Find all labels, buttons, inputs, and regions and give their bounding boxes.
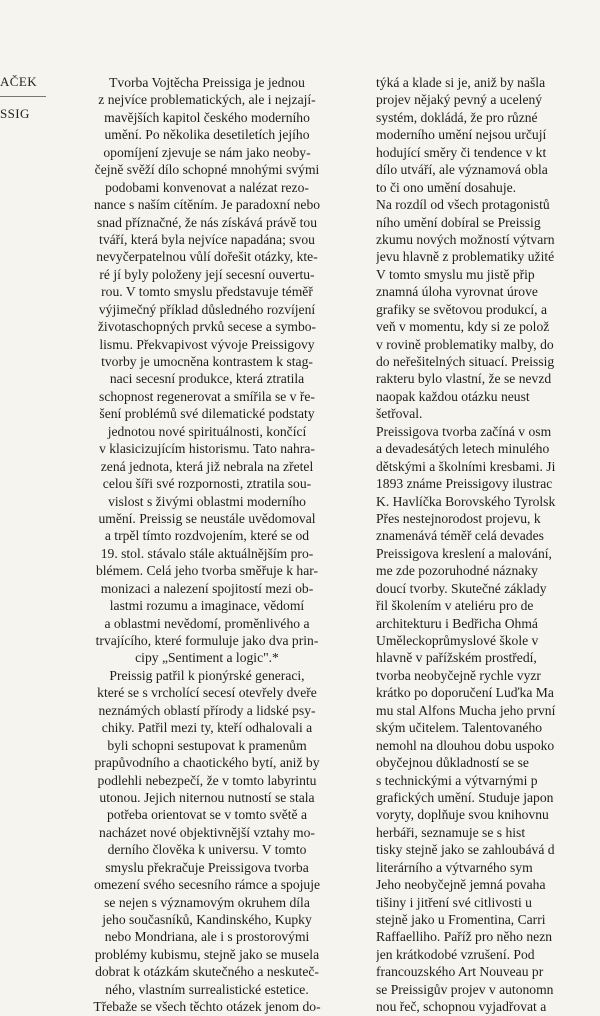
text-line: mavějších kapitol českého moderního bbox=[104, 109, 310, 125]
text-line: šení problémů své dilematické podstaty bbox=[99, 406, 315, 422]
text-line: a oblastmi nevědomí, proměnlivého a bbox=[104, 615, 310, 631]
text-line: moderního umění nejsou určují bbox=[376, 127, 547, 143]
text-line: grafických umění. Studuje japon bbox=[376, 789, 554, 805]
text-line: grafiky se světovou produkcí, a bbox=[376, 301, 548, 317]
text-line: lastmi rozumu a imaginace, vědomí bbox=[109, 598, 305, 614]
text-line: voryty, doplňuje svou knihovnu bbox=[376, 807, 549, 823]
text-line: zená jednota, která již nebrala na zřetel bbox=[100, 458, 314, 474]
text-line: znamenává téměř celá devades bbox=[376, 528, 544, 544]
text-line: zkumu nových možností výtvarn bbox=[376, 231, 555, 247]
text-line: K. Havlíčka Borovského Tyrolsk bbox=[376, 493, 556, 509]
text-line: nemohl na dlouhou dobu uspoko bbox=[376, 737, 555, 753]
text-line: francouzského Art Nouveau pr bbox=[376, 964, 544, 980]
text-line: jevu hlavně z problematiky užité bbox=[376, 249, 555, 265]
text-line: mu stal Alfons Mucha jeho první bbox=[376, 702, 556, 718]
text-line: ré jí byly položeny její secesní ouvertu- bbox=[99, 266, 315, 282]
text-line: které se s vrcholící secesí otevřely dveře bbox=[97, 685, 317, 701]
text-line: problémy kubismu, stejně jako se musela bbox=[94, 946, 320, 962]
text-line: celou šíři své rozpornosti, ztratila sou- bbox=[102, 476, 312, 492]
text-line: nebo Mondriana, ale i s prostorovými bbox=[104, 929, 310, 945]
text-line: životaschopných prvků secese a symbo- bbox=[97, 319, 317, 335]
text-line: herbáři, seznamuje se s hist bbox=[376, 824, 526, 840]
text-line: monizaci a nalezení spojitostí mezi ob- bbox=[100, 580, 314, 596]
text-line: dobrat k otázkám skutečného a neskuteč- bbox=[95, 964, 319, 980]
text-line: Uměleckoprůmyslové škole v bbox=[376, 633, 539, 648]
text-line: umění. Po několika desetiletích jejího bbox=[104, 127, 310, 143]
text-line: literárního a výtvarného sym bbox=[376, 859, 533, 875]
text-line: tvorba neobyčejně rychle vyzr bbox=[376, 667, 541, 683]
text-line: rou. V tomto smyslu představuje téměř bbox=[101, 284, 313, 300]
text-line: Jeho neobyčejně jemná povaha bbox=[376, 877, 546, 893]
text-line: rakteru bylo vlastní, že se nevzd bbox=[376, 371, 552, 387]
text-line: cipy „Sentiment a logic".* bbox=[135, 650, 279, 666]
text-line: trvajícího, které formuluje jako dva prin- bbox=[95, 633, 319, 648]
text-line: byli schopni sestupovat k pramenům bbox=[107, 737, 307, 753]
text-line: podobami konvenovat a nalézat rezo- bbox=[105, 179, 309, 195]
text-line: chiky. Patřil mezi ty, kteří odhalovali a bbox=[101, 720, 313, 736]
text-line: se nejen s významovým okruhem díla bbox=[104, 894, 310, 910]
text-line: schopnost regenerovat a smířila se v ře- bbox=[99, 388, 315, 404]
text-line: v klasicizujícím historismu. Tato nahra- bbox=[99, 441, 315, 457]
text-line: prapůvodního a chaotického bytí, aniž by bbox=[94, 755, 320, 771]
text-line: řil školením v ateliéru pro de bbox=[376, 598, 534, 614]
text-line: nacházet nové objektivnější vztahy mo- bbox=[99, 824, 315, 840]
text-line: obyčejnou důkladností se se bbox=[376, 755, 529, 771]
text-column-left bbox=[62, 74, 352, 1016]
text-line: me zde pozoruhodné náznaky bbox=[376, 563, 538, 579]
text-line: jeho současníků, Kandinského, Kupky bbox=[102, 912, 312, 927]
text-line: systém, dokládá, že pro různé bbox=[376, 109, 538, 125]
text-line: projev nějaký pevný a ucelený bbox=[376, 92, 543, 108]
text-line: dětskými a školními kresbami. Ji bbox=[376, 458, 556, 474]
text-line: architekturu i Bedřicha Ohmá bbox=[376, 615, 538, 631]
text-line: jen krátkodobé vzrušení. Pod bbox=[376, 946, 535, 962]
text-line: nou řeč, schopnou vyjadřovat a bbox=[376, 999, 547, 1015]
text-line: jednotou nové spirituálnosti, končící bbox=[107, 423, 307, 439]
text-line: Preissigova tvorba začíná v osm bbox=[376, 423, 552, 439]
text-line: naopak každou otázku neust bbox=[376, 388, 530, 404]
text-column-right bbox=[376, 74, 600, 1016]
text-line: derního člověka k universu. V tomto bbox=[107, 842, 307, 858]
text-line: tvorby je umocněna kontrastem k stag- bbox=[101, 354, 313, 369]
text-line: opomíjení zjevuje se nám jako neoby- bbox=[103, 144, 311, 160]
text-line: tišiny i jitření své citlivosti u bbox=[376, 894, 532, 910]
text-line: šetřoval. bbox=[376, 406, 423, 422]
margin-rule bbox=[0, 96, 46, 97]
text-line: V tomto smyslu mu jistě přip bbox=[376, 266, 535, 282]
text-line: výjimečný příklad důsledného rozvíjení bbox=[98, 301, 316, 317]
text-line: tváří, která byla nejvíce napadána; svou bbox=[99, 231, 315, 247]
text-line: stejně jako u Fromentina, Carri bbox=[376, 912, 546, 927]
text-line: veň v momentu, kdy si ze polož bbox=[376, 319, 550, 335]
text-line: a trpěl tímto rozdvojením, které se od bbox=[104, 528, 310, 544]
text-line: Raffaelliho. Paříž pro něho nezn bbox=[376, 929, 553, 945]
text-line: hlavně v pařížském prostředí, bbox=[376, 650, 537, 666]
text-line: Preissigova kreslení a malování, bbox=[376, 545, 552, 561]
text-line: z nejvíce problematických, ale i nejzají- bbox=[98, 92, 316, 108]
text-line: do neřešitelných situací. Preissig bbox=[376, 354, 555, 369]
text-line: potřeba orientovat se v tomto světě a bbox=[106, 807, 308, 823]
text-line: se Preissigův projev v autonomn bbox=[376, 981, 554, 997]
text-line: a devadesátých letech minulého bbox=[376, 441, 550, 457]
text-line: Přes nestejnorodost projevu, k bbox=[376, 510, 541, 526]
text-line: Třebaže se všech těchto otázek jenom do- bbox=[93, 999, 321, 1015]
text-line: hodující směry či tendence v kt bbox=[376, 144, 547, 160]
margin-label-bottom: SSIG bbox=[0, 106, 30, 121]
text-line: ským učitelem. Talentovaného bbox=[376, 720, 543, 736]
text-line: Tvorba Vojtěcha Preissiga je jednou bbox=[109, 75, 305, 90]
text-line: dílo utváří, ale významová obla bbox=[376, 162, 548, 178]
text-line: podlehli nebezpečí, že v tomto labyrintu bbox=[97, 772, 317, 788]
text-line: blémem. Celá jeho tvorba směřuje k har- bbox=[95, 563, 319, 579]
text-line: nevyčerpatelnou vůlí dořešit otázky, kte- bbox=[96, 249, 318, 265]
text-line: nance s naším cítěním. Je paradoxní nebo bbox=[93, 197, 321, 213]
text-line: 19. stol. stávalo stále aktuálnějším pro- bbox=[100, 545, 314, 561]
text-line: 1893 známe Preissigovy ilustrac bbox=[376, 476, 553, 492]
text-line: Na rozdíl od všech protagonistů bbox=[376, 197, 550, 213]
text-line: umění. Preissig se neustále uvědomoval bbox=[98, 510, 316, 526]
text-line: tisky stejně jako se zahloubává d bbox=[376, 842, 555, 858]
text-line: naci secesní produkce, která ztratila bbox=[109, 371, 305, 387]
text-line: utonou. Jejich niternou nutností se stala bbox=[99, 789, 315, 805]
text-line: neznámých oblastí přírody a lidské psy- bbox=[98, 702, 316, 718]
text-line: doucí tvorby. Skutečné základy bbox=[376, 580, 547, 596]
text-line: ního umění dobíral se Preissig bbox=[376, 214, 541, 230]
text-line: smyslu překračuje Preissigova tvorba bbox=[105, 859, 309, 875]
left-margin bbox=[0, 0, 48, 900]
text-line: ného, vlastním surrealistické estetice. bbox=[105, 981, 309, 997]
text-line: omezení svého secesního rámce a spojuje bbox=[93, 877, 321, 893]
text-line: s technickými a výtvarnými p bbox=[376, 772, 538, 788]
text-line: Preissig patřil k pionýrské generaci, bbox=[109, 667, 305, 683]
text-line: týká a klade si je, aniž by našla bbox=[376, 75, 546, 90]
text-line: lismu. Překvapivost vývoje Preissigovy bbox=[99, 336, 315, 352]
text-line: krátko po doporučení Luďka Ma bbox=[376, 685, 554, 701]
text-line: čejně svěží dílo schopné mnohými svými bbox=[94, 162, 320, 178]
text-line: znamná úloha vyrovnat úrove bbox=[376, 284, 538, 300]
text-line: vislost s živými oblastmi moderního bbox=[108, 493, 306, 509]
margin-label-top: AČEK bbox=[0, 74, 37, 89]
text-line: to či ono umění dosahuje. bbox=[376, 179, 517, 195]
text-line: snad příznačné, že nás získává právě tou bbox=[96, 214, 318, 230]
text-line: v rovině problematiky malby, do bbox=[376, 336, 554, 352]
